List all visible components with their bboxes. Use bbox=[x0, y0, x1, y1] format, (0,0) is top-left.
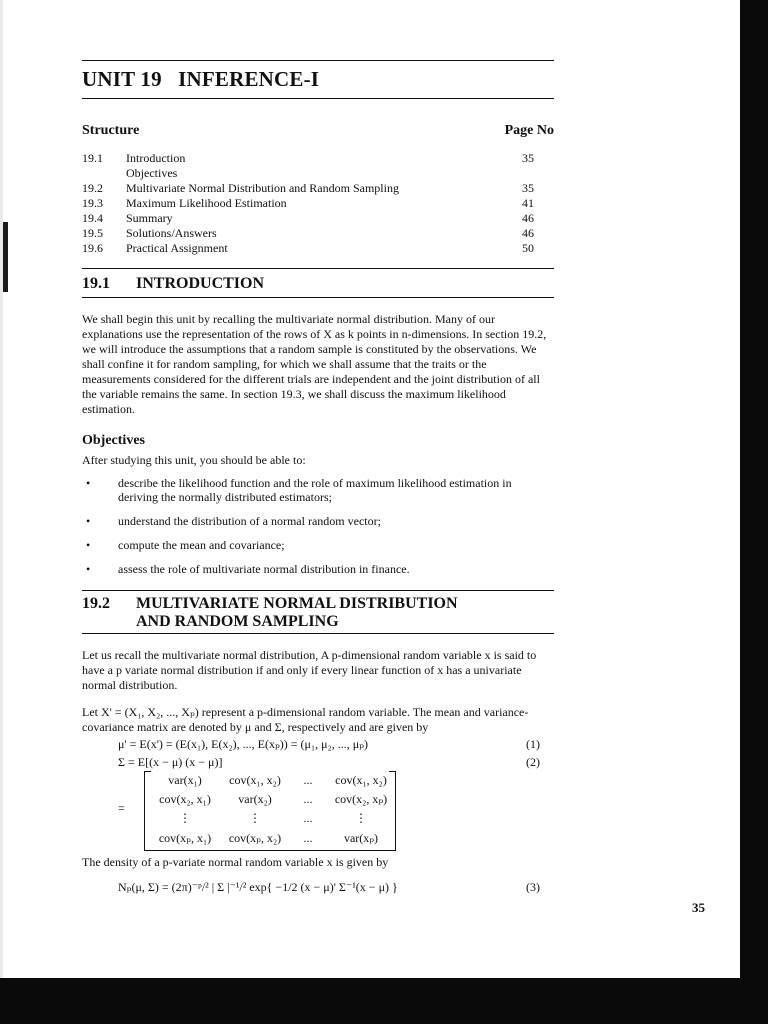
section2-heading bbox=[82, 595, 554, 631]
objective-text: assess the role of multivariate normal distribution in finance. bbox=[118, 562, 410, 576]
toc-page: 50 bbox=[522, 241, 534, 255]
list-item bbox=[82, 562, 554, 576]
objectives-heading: Objectives bbox=[82, 433, 145, 448]
objectives-intro: After studying this unit, you should be able to: bbox=[82, 453, 306, 467]
section1-number: 19.1 bbox=[82, 275, 110, 292]
bullet-icon: • bbox=[86, 562, 91, 576]
unit-title: UNIT 19 INFERENCE-I bbox=[82, 67, 320, 91]
title-rule bbox=[82, 98, 554, 99]
scan-right-border bbox=[740, 0, 768, 1024]
matrix-equals: = bbox=[118, 801, 125, 815]
matrix-cell: cov(x₂, xₚ) bbox=[334, 792, 388, 806]
matrix-row bbox=[150, 831, 396, 846]
toc-row bbox=[82, 181, 554, 196]
equation-2-number: (2) bbox=[526, 755, 540, 769]
bracket-gap-bottom bbox=[151, 849, 389, 853]
matrix-cell: ... bbox=[303, 773, 313, 787]
matrix-cell: cov(xₚ, x₂) bbox=[228, 831, 282, 845]
objective-text: compute the mean and covariance; bbox=[118, 538, 285, 552]
objectives-list bbox=[82, 476, 554, 576]
list-item bbox=[82, 514, 554, 528]
matrix-cell: var(x₂) bbox=[238, 792, 272, 806]
top-rule bbox=[82, 60, 554, 61]
matrix-cell: ⋮ bbox=[249, 811, 261, 825]
density-intro: The density of a p-variate normal random variable x is given by bbox=[82, 855, 389, 869]
equation-1-text: μ' = E(x') = (E(x₁), E(x₂), ..., E(xₚ)) = (μ₁, μ₂, ..., μₚ) bbox=[118, 737, 368, 751]
matrix-cell: cov(xₚ, x₁) bbox=[158, 831, 212, 845]
toc-title: Introduction bbox=[126, 151, 186, 165]
equation-1 bbox=[118, 735, 554, 753]
matrix-row bbox=[150, 811, 396, 826]
toc-row bbox=[82, 196, 554, 211]
equation-3 bbox=[118, 876, 554, 898]
intro-paragraph: We shall begin this unit by recalling the multivariate normal distribution. Many of our explanations use the representation of the rows of X as k points in n-dimensions. In section 19.2, we will introduce the assumptions that a random sample is constituted by the observations. We shall confine it for random sampling, for which we shall assume that the traits or the measurements considered for the different trials are independent and the joint distribution of all the variable remains the same. In section 19.3, we shall discuss the maximum likelihood estimation. bbox=[82, 312, 547, 416]
matrix-cell: ⋮ bbox=[179, 811, 191, 825]
scan-bottom-border bbox=[0, 978, 768, 1024]
toc-num: 19.1 bbox=[82, 151, 103, 165]
matrix-cell: cov(x₂, x₁) bbox=[159, 792, 211, 806]
toc-num: 19.5 bbox=[82, 226, 103, 240]
matrix-cell: ... bbox=[303, 831, 313, 845]
toc-num: 19.6 bbox=[82, 241, 103, 255]
section2-title-line2: AND RANDOM SAMPLING bbox=[136, 613, 339, 630]
section2-paragraph2: Let X' = (X₁, X₂, ..., Xₚ) represent a p-dimensional random variable. The mean and variance-covariance matrix are denoted by μ and Σ, respectively and are given by bbox=[82, 705, 529, 734]
page-number: 35 bbox=[692, 900, 705, 915]
toc-page: 35 bbox=[522, 151, 534, 165]
objective-text: understand the distribution of a normal random vector; bbox=[118, 514, 381, 528]
table-of-contents bbox=[82, 151, 554, 256]
section2-title bbox=[136, 595, 458, 631]
toc-title: Multivariate Normal Distribution and Random Sampling bbox=[126, 181, 399, 195]
matrix-cell: ⋮ bbox=[355, 811, 367, 825]
toc-row bbox=[82, 211, 554, 226]
structure-heading: Structure bbox=[82, 123, 140, 138]
matrix-row bbox=[150, 773, 396, 788]
covariance-matrix bbox=[118, 771, 554, 851]
toc-row bbox=[82, 241, 554, 256]
matrix-cell: ... bbox=[303, 792, 313, 806]
toc-row bbox=[82, 166, 554, 181]
toc-row bbox=[82, 226, 554, 241]
section1-top-rule bbox=[82, 268, 554, 269]
toc-page: 46 bbox=[522, 211, 534, 225]
toc-title: Maximum Likelihood Estimation bbox=[126, 196, 287, 210]
matrix-cell: cov(x₁, x₂) bbox=[335, 773, 387, 787]
toc-num bbox=[82, 166, 126, 181]
toc-title: Summary bbox=[126, 211, 173, 225]
section2-top-rule bbox=[82, 590, 554, 591]
toc-page: 46 bbox=[522, 226, 534, 240]
toc-num: 19.2 bbox=[82, 181, 103, 195]
matrix-cell: var(xₚ) bbox=[343, 831, 379, 845]
toc-num: 19.4 bbox=[82, 211, 103, 225]
toc-title: Practical Assignment bbox=[126, 241, 228, 255]
toc-page: 41 bbox=[522, 196, 534, 210]
equation-3-number: (3) bbox=[526, 880, 540, 894]
section2-number: 19.2 bbox=[82, 595, 110, 612]
toc-page: 35 bbox=[522, 181, 534, 195]
toc-title: Solutions/Answers bbox=[126, 226, 217, 240]
bullet-icon: • bbox=[86, 476, 91, 490]
section2-title-line1: MULTIVARIATE NORMAL DISTRIBUTION bbox=[136, 595, 458, 612]
toc-title: Objectives bbox=[126, 166, 178, 180]
scan-left-edge bbox=[0, 0, 3, 1024]
objective-text: describe the likelihood function and the role of maximum likelihood estimation in deriving the normally distributed estimators; bbox=[118, 476, 512, 504]
toc-page bbox=[494, 166, 554, 181]
document-page bbox=[82, 60, 554, 898]
matrix-row bbox=[150, 792, 396, 807]
equation-2-text: Σ = E[(x − μ) (x − μ)] bbox=[118, 755, 223, 769]
bullet-icon: • bbox=[86, 538, 91, 552]
toc-num: 19.3 bbox=[82, 196, 103, 210]
section2-bottom-rule bbox=[82, 633, 554, 634]
toc-row bbox=[82, 151, 554, 166]
section1-heading bbox=[82, 275, 554, 293]
matrix-cell: var(x₁) bbox=[168, 773, 202, 787]
section1-bottom-rule bbox=[82, 297, 554, 298]
page-no-heading: Page No bbox=[504, 123, 554, 138]
matrix-cell: cov(x₁, x₂) bbox=[229, 773, 281, 787]
equation-1-number: (1) bbox=[526, 737, 540, 751]
scan-binding-mark bbox=[3, 222, 8, 292]
list-item bbox=[82, 476, 554, 504]
section1-title: INTRODUCTION bbox=[136, 275, 265, 292]
matrix-cell: ... bbox=[303, 811, 313, 825]
bullet-icon: • bbox=[86, 514, 91, 528]
list-item bbox=[82, 538, 554, 552]
structure-header bbox=[82, 123, 554, 139]
section2-paragraph1: Let us recall the multivariate normal distribution, A p-dimensional random variable x is said to have a p variate normal distribution if and only if every linear function of x has a univariate normal distribution. bbox=[82, 648, 537, 692]
equation-3-text: Nₚ(μ, Σ) = (2π)⁻ᵖ/² | Σ |⁻¹/² exp{ −1/2 (x − μ)' Σ⁻¹(x − μ) } bbox=[118, 880, 398, 894]
